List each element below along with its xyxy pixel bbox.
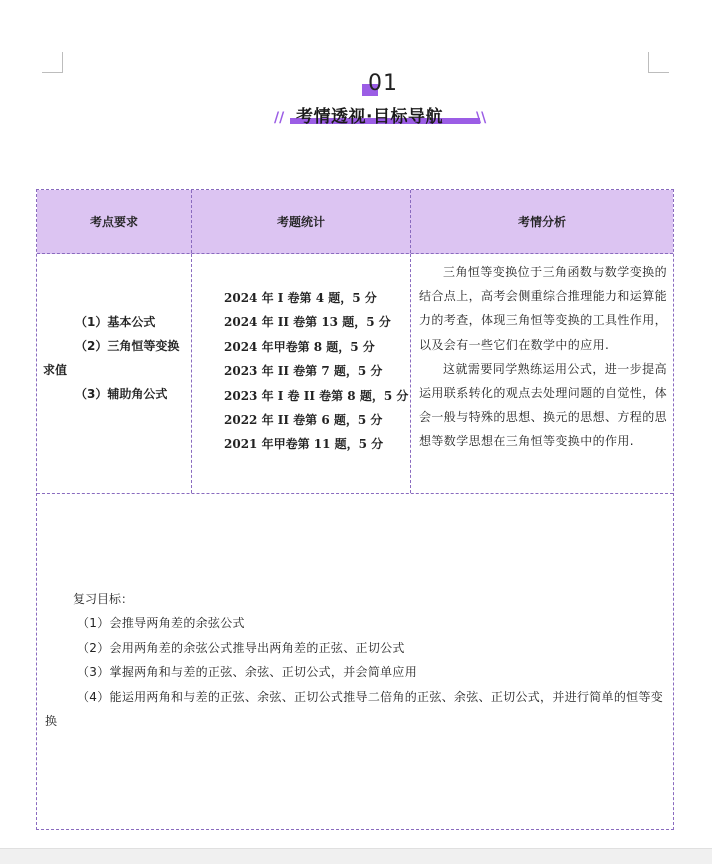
review-goals — [37, 494, 673, 829]
analysis-paragraph: 这就需要同学熟练运用公式，进一步提高运用联系转化的观点去处理问题的自觉性，体会一般与特殊的思想、换元的思想、方程的思想等数学思想在三角恒等变换中的作用. — [419, 361, 668, 449]
statistics-cell — [192, 254, 411, 493]
goal-item: （2）会用两角差的余弦公式推导出两角差的正弦、正切公式 — [77, 640, 405, 655]
crop-mark-top-left — [42, 52, 63, 73]
header-requirements: 考点要求 — [37, 190, 192, 253]
stat-line: 2022 年 II 卷第 6 题，5 分 — [224, 413, 383, 428]
analysis-cell — [411, 254, 673, 493]
stat-line: 2021 年甲卷第 11 题，5 分 — [224, 437, 384, 452]
requirements-cell — [37, 254, 192, 493]
goal-item: （4）能运用两角和与差的正弦、余弦、正切公式推导二倍角的正弦、余弦、正切公式，并进行简单的恒等变换 — [45, 689, 664, 729]
bottom-scroll-area — [0, 848, 712, 864]
table-body-row — [37, 254, 673, 494]
section-title — [270, 100, 500, 130]
table-header-row — [37, 190, 673, 254]
goal-item: （1）会推导两角差的余弦公式 — [77, 616, 245, 631]
goals-heading: 复习目标： — [73, 592, 134, 606]
header-statistics: 考题统计 — [192, 190, 411, 253]
requirement-item: （1）基本公式 — [75, 315, 156, 329]
analysis-paragraph: 三角恒等变换位于三角函数与数学变换的结合点上，高考会侧重综合推理能力和运算能力的考查，体现三角恒等变换的工具性作用，以及会有一些它们在数学中的应用. — [419, 265, 668, 352]
stat-line: 2023 年 II 卷第 7 题，5 分 — [224, 364, 383, 379]
stat-line: 2024 年甲卷第 8 题，5 分 — [224, 339, 375, 354]
section-number-text: 01 — [368, 71, 398, 96]
header-analysis: 考情分析 — [517, 215, 566, 229]
title-left-decor: // — [274, 110, 285, 126]
stat-line: 2023 年 I 卷 II 卷第 8 题，5 分 — [224, 388, 409, 403]
title-right-decor: \\ — [476, 110, 487, 126]
stat-line: 2024 年 II 卷第 13 题，5 分 — [224, 315, 391, 330]
requirement-item: （3）辅助角公式 — [75, 387, 168, 401]
crop-mark-top-right — [648, 52, 669, 73]
section-number — [356, 70, 416, 98]
section-title-text: 考情透视·目标导航 — [296, 107, 443, 127]
goal-item: （3）掌握两角和与差的正弦、余弦、正切公式，并会简单应用 — [77, 665, 418, 680]
requirement-item: （2）三角恒等变换 — [75, 339, 180, 353]
exam-analysis-table — [36, 189, 674, 830]
stat-line: 2024 年 I 卷第 4 题，5 分 — [224, 291, 377, 305]
requirement-item-cont: 求值 — [43, 363, 68, 377]
